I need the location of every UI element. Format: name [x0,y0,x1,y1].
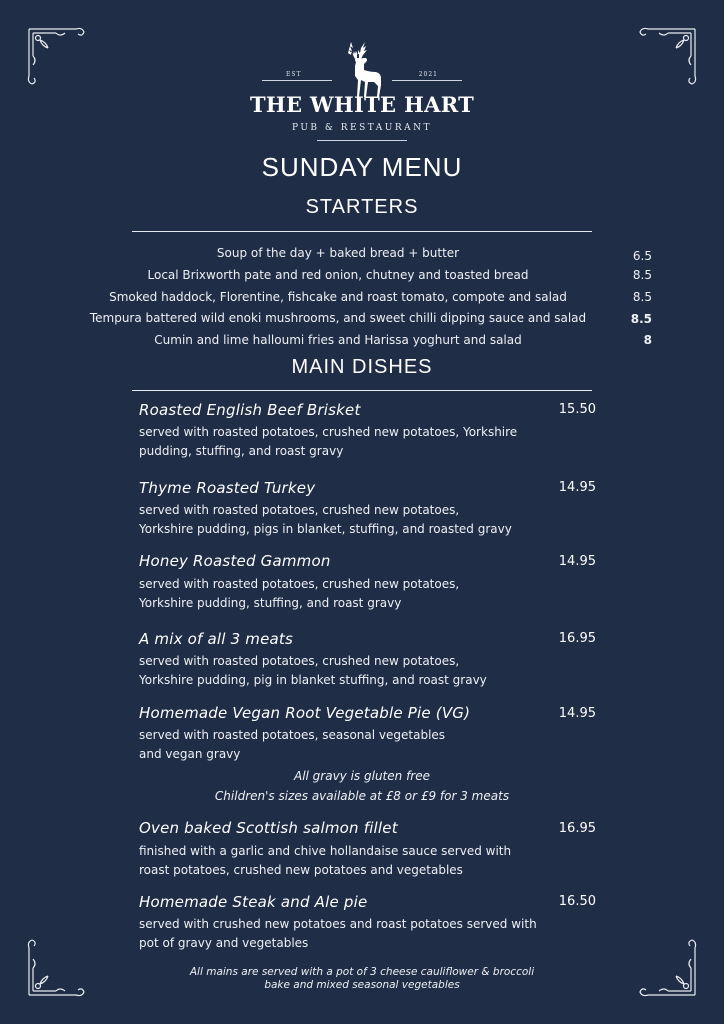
starter-price: 8.5 [630,312,652,326]
divider [317,140,407,141]
dish-name: Thyme Roasted Turkey [139,479,316,497]
dish-price: 16.95 [558,821,596,836]
brand-tagline: PUB & RESTAURANT [291,123,433,133]
dish-description [139,423,589,461]
dish-price: 16.50 [558,894,596,909]
starter-price: 8 [643,333,652,347]
footer-line: bake and mixed seasonal vegetables [264,979,460,991]
dish-price: 15.50 [558,402,596,417]
divider [132,390,592,391]
description-line: Yorkshire pudding, pig in blanket stuffing, and roast gravy [139,673,487,687]
starter-price: 8.5 [632,290,652,304]
dish-description [139,652,589,690]
starter-item: Local Brixworth pate and red onion, chutney and toasted bread [147,268,529,282]
logo [0,40,724,98]
stag-icon [337,40,387,98]
est-label: EST [286,71,302,78]
starter-item: Cumin and lime halloumi fries and Harissa yoghurt and salad [154,333,522,347]
description-line: served with roasted potatoes, seasonal vegetables [139,728,446,742]
description-line: served with roasted potatoes, crushed new potatoes, [139,654,460,668]
footer-note [120,966,604,992]
description-line: roast potatoes, crushed new potatoes and vegetables [139,863,463,877]
description-line: Yorkshire pudding, pigs in blanket, stuffing, and roasted gravy [139,522,512,536]
brand-name: THE WHITE HART [249,92,475,117]
starter-item: Soup of the day + baked bread + butter [216,246,460,260]
starters-heading: STARTERS [305,196,419,218]
description-line: served with roasted potatoes, crushed new potatoes, [139,577,460,591]
page-title: SUNDAY MENU [261,152,463,182]
dish-name: A mix of all 3 meats [139,630,294,648]
description-line: served with roasted potatoes, crushed new potatoes, [139,503,460,517]
divider [132,231,592,232]
description-line: pot of gravy and vegetables [139,936,309,950]
dish-price: 14.95 [558,554,596,569]
dish-name: Homemade Vegan Root Vegetable Pie (VG) [139,704,471,722]
dish-description [139,575,589,613]
dish-name: Oven baked Scottish salmon fillet [139,819,398,837]
dish-name: Honey Roasted Gammon [139,552,331,570]
dish-description [139,915,589,953]
est-year: 2021 [418,71,438,78]
dish-price: 14.95 [558,706,596,721]
gravy-note: All gravy is gluten free [293,769,430,783]
starter-item: Smoked haddock, Florentine, fishcake and roast tomato, compote and salad [109,290,567,304]
description-line: Yorkshire pudding, stuffing, and roast gravy [139,596,402,610]
corner-ornament-bottom-left [26,934,90,998]
children-note: Children's sizes available at £8 or £9 for 3 meats [214,789,510,803]
divider [262,80,332,81]
main-dishes-heading: MAIN DISHES [291,356,433,378]
description-line: served with crushed new potatoes and roast potatoes served with [139,917,537,931]
dish-name: Roasted English Beef Brisket [139,401,361,419]
dish-description [139,501,589,539]
dish-price: 16.95 [558,631,596,646]
starter-item: Tempura battered wild enoki mushrooms, and sweet chilli dipping sauce and salad [89,311,587,325]
dish-description [139,842,589,880]
dish-description [139,726,589,764]
dish-price: 14.95 [558,480,596,495]
description-line: served with roasted potatoes, crushed new potatoes, Yorkshire [139,425,518,439]
description-line: finished with a garlic and chive hollandaise sauce served with [139,844,512,858]
divider [392,80,462,81]
description-line: and vegan gravy [139,747,241,761]
established-row [262,71,462,88]
dish-name: Homemade Steak and Ale pie [139,893,368,911]
starter-price: 6.5 [632,249,652,263]
starter-price: 8.5 [632,268,652,282]
footer-line: All mains are served with a pot of 3 cheese cauliflower & broccoli [189,966,535,978]
corner-ornament-bottom-right [634,934,698,998]
description-line: pudding, stuffing, and roast gravy [139,444,344,458]
